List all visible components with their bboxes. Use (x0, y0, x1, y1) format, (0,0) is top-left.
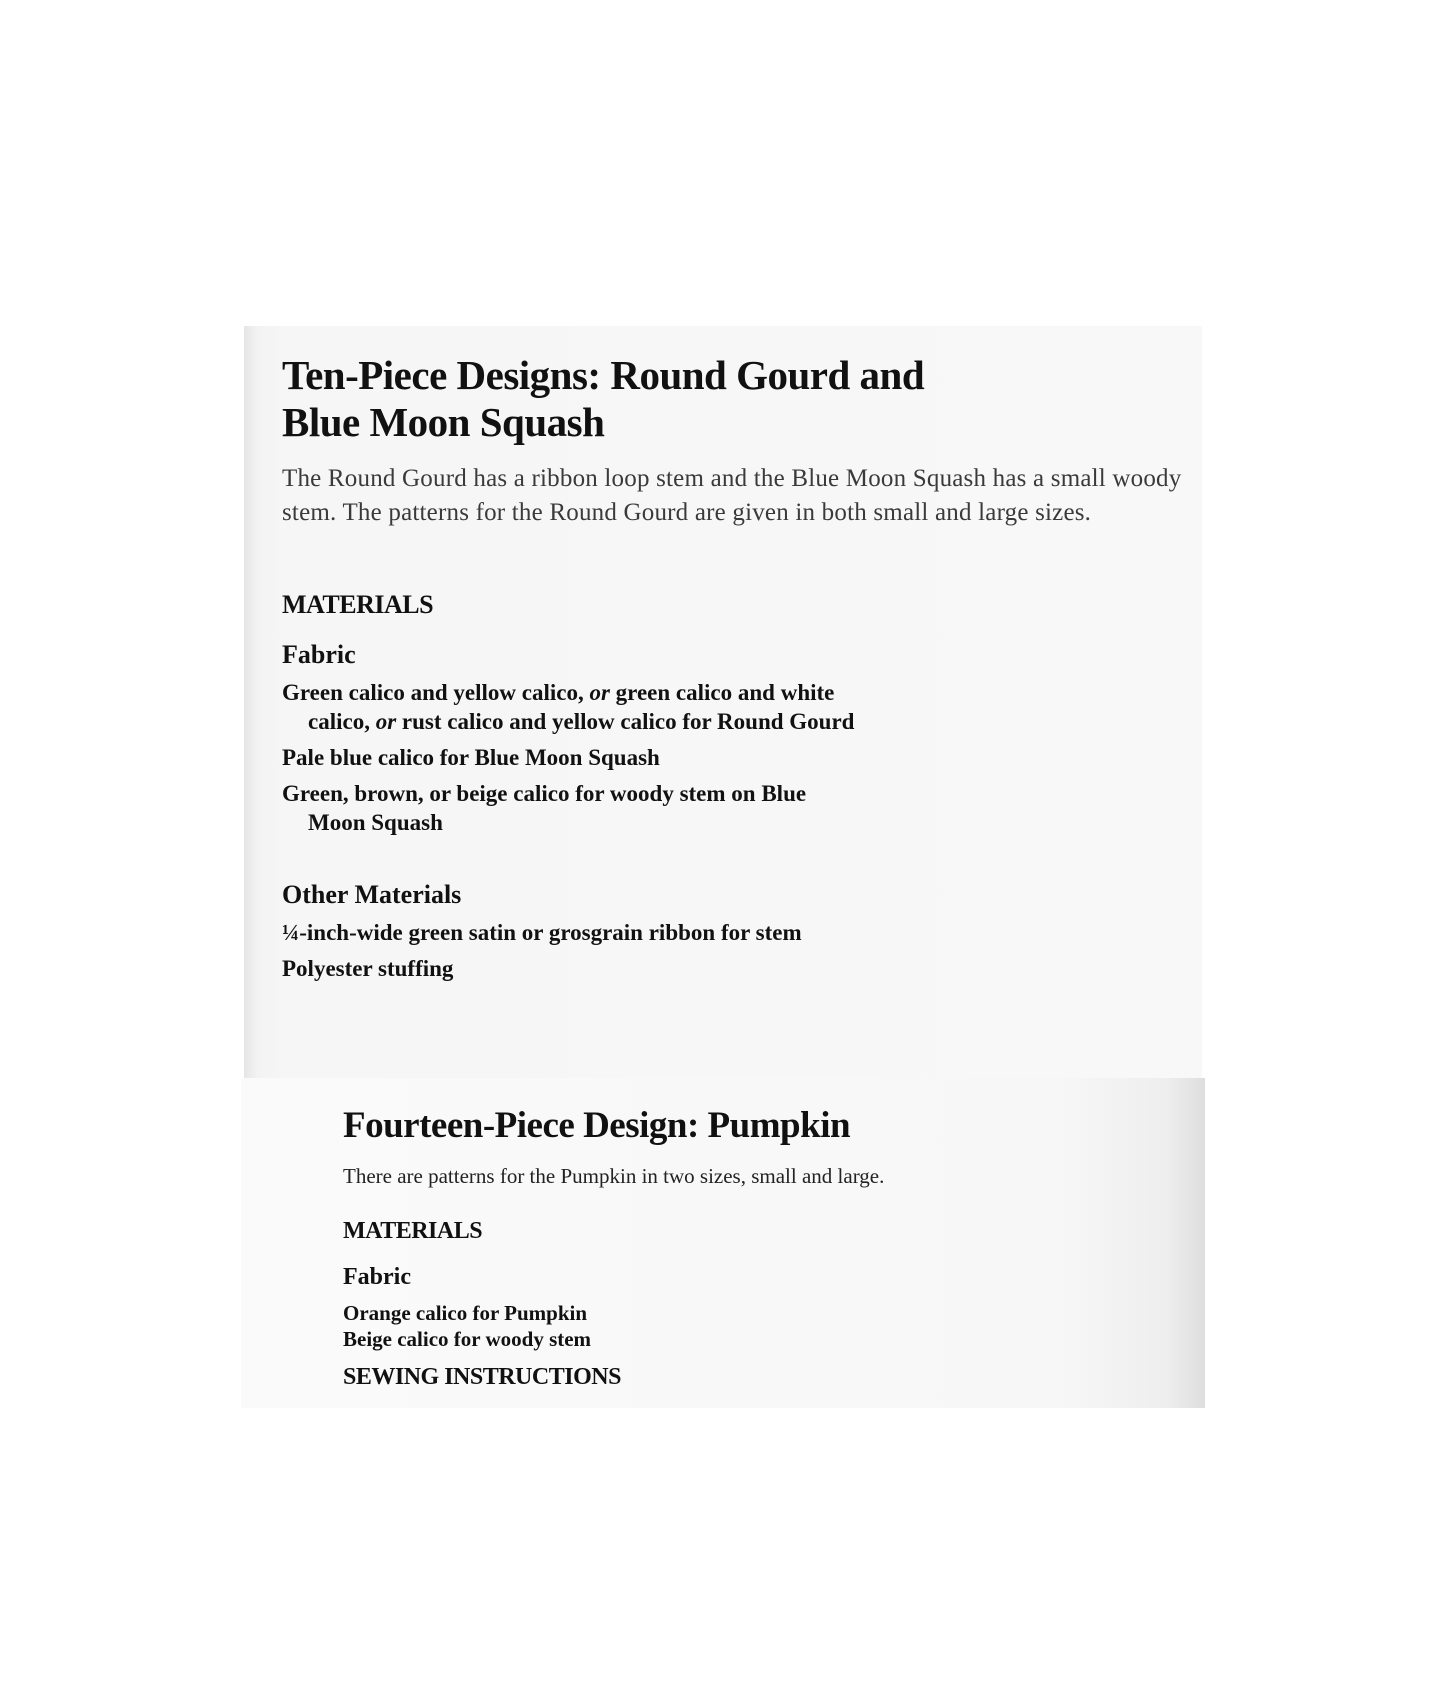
other-item-ribbon: ¼-inch-wide green satin or grosgrain ribbon for stem (282, 920, 802, 945)
materials-heading: MATERIALS (282, 590, 434, 619)
fabric-item-text: rust calico and yellow calico for Round Gourd (396, 709, 855, 734)
or-emphasis: or (589, 680, 610, 705)
fabric-item-round-gourd (282, 678, 862, 736)
fabric-item-text: green calico and white calico, (308, 680, 835, 734)
other-materials-list (282, 918, 842, 990)
section-one-heading (282, 352, 924, 446)
section-two-intro: There are patterns for the Pumpkin in two sizes, small and large. (343, 1164, 885, 1188)
sewing-instructions-heading: SEWING INSTRUCTIONS (343, 1364, 621, 1390)
heading-line-1: Ten-Piece Designs: Round Gourd and (282, 352, 925, 398)
fabric-item-woody-stem: Green, brown, or beige calico for woody stem on Blue Moon Squash (282, 781, 807, 835)
section-two-heading: Fourteen-Piece Design: Pumpkin (343, 1105, 851, 1146)
other-materials-heading: Other Materials (282, 880, 462, 909)
fabric-list (282, 678, 862, 844)
fabric-item-blue-moon: Pale blue calico for Blue Moon Squash (282, 745, 660, 770)
materials-heading-2: MATERIALS (343, 1218, 483, 1244)
heading-line-2: Blue Moon Squash (282, 399, 605, 445)
section-one-intro: The Round Gourd has a ribbon loop stem and the Blue Moon Squash has a small woody stem. The patterns for the Round Gourd are given in both small and large sizes. (282, 465, 1182, 526)
or-emphasis: or (375, 709, 397, 734)
other-item-stuffing: Polyester stuffing (282, 956, 454, 981)
fabric-heading-2: Fabric (343, 1264, 411, 1290)
fabric-heading: Fabric (282, 640, 356, 669)
fabric-item-pumpkin: Orange calico for Pumpkin (343, 1301, 588, 1325)
fabric-item-beige-stem: Beige calico for woody stem (343, 1327, 592, 1351)
fabric-item-text: Green calico and yellow calico, (282, 680, 590, 705)
pumpkin-fabric-list (343, 1300, 843, 1352)
